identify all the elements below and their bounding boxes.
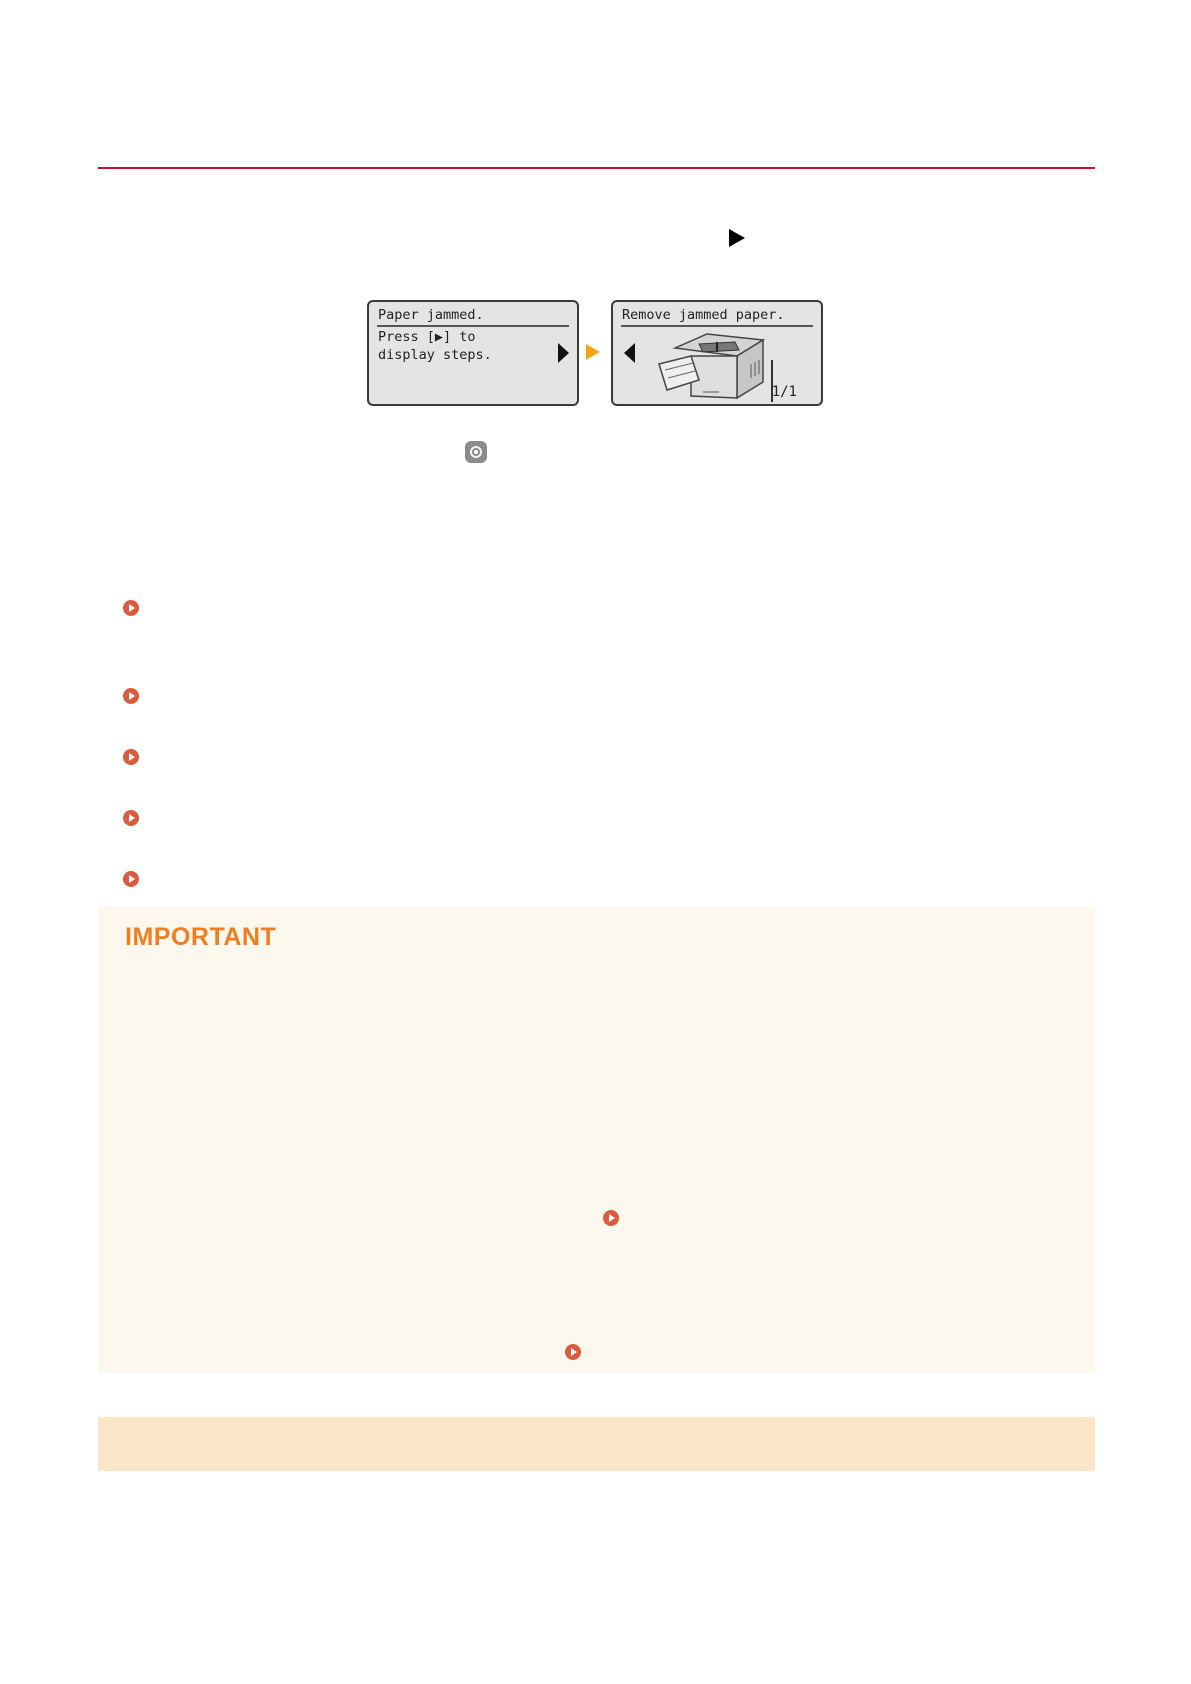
important-heading: IMPORTANT	[125, 923, 277, 951]
nav-key-icon	[465, 441, 487, 463]
lcd-screen-paper-jammed	[367, 300, 579, 406]
lcd-left-arrow-icon	[624, 343, 635, 363]
lcd-separator	[621, 325, 813, 327]
important-note-box	[98, 907, 1095, 1373]
lcd-screen-remove-jammed-paper	[611, 300, 823, 406]
lcd-message: Press [▶] to display steps.	[378, 329, 492, 363]
link-arrow-icon[interactable]	[123, 871, 139, 887]
link-arrow-icon[interactable]	[603, 1210, 619, 1226]
step-arrow-icon	[586, 344, 600, 360]
link-arrow-icon[interactable]	[123, 749, 139, 765]
link-arrow-icon[interactable]	[565, 1344, 581, 1360]
right-triangle-icon	[729, 229, 745, 247]
link-arrow-icon[interactable]	[123, 810, 139, 826]
link-arrow-icon[interactable]	[123, 600, 139, 616]
section-header-bar	[98, 1417, 1095, 1471]
nav-key-dot	[474, 450, 478, 454]
heading-rule	[98, 167, 1095, 169]
lcd-separator	[377, 325, 569, 327]
link-arrow-icon[interactable]	[123, 688, 139, 704]
printer-illustration-icon	[655, 330, 773, 400]
lcd-title: Paper jammed.	[378, 307, 484, 323]
lcd-right-arrow-icon	[558, 343, 569, 363]
lcd-title: Remove jammed paper.	[622, 307, 785, 323]
lcd-page-indicator: 1/1	[771, 384, 797, 400]
